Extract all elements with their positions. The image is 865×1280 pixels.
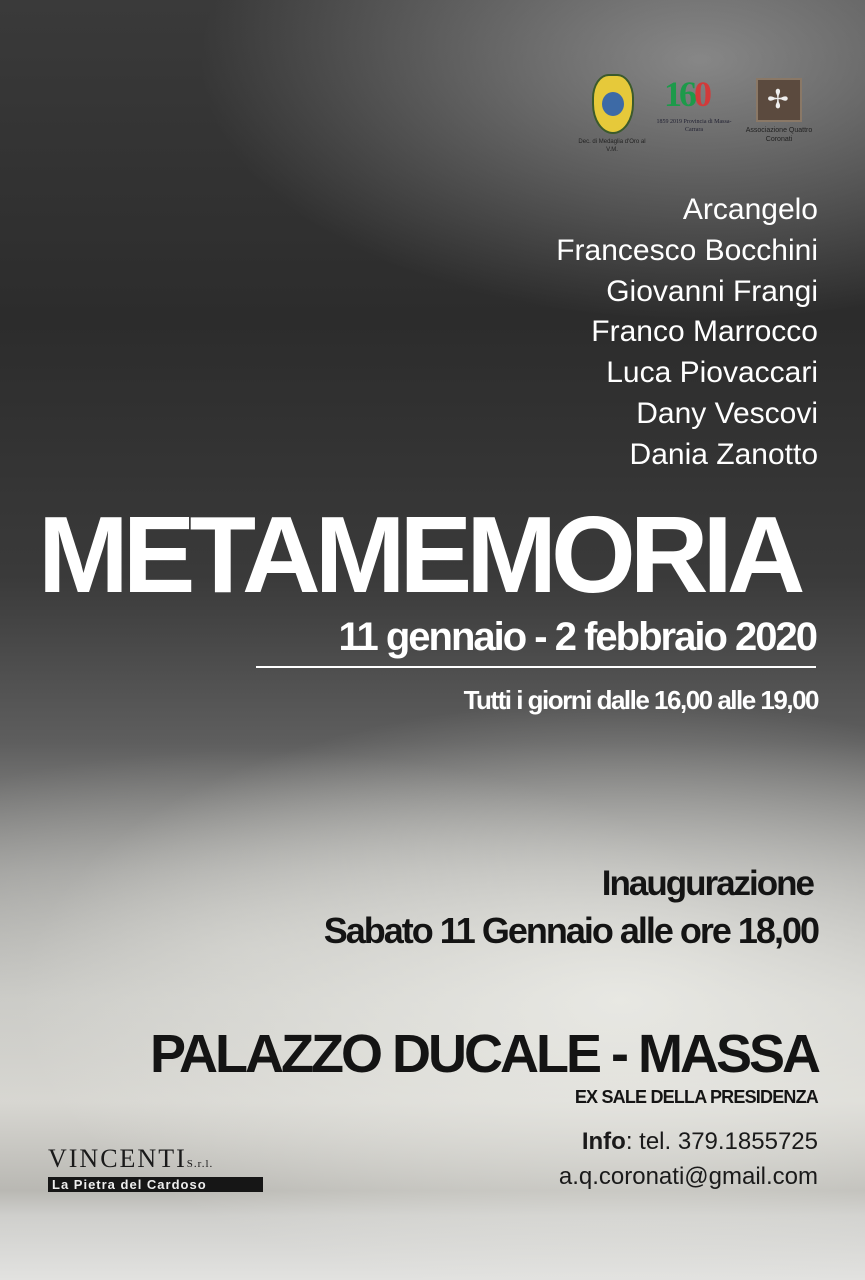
- opening-hours: Tutti i giorni dalle 16,00 alle 19,00: [463, 685, 818, 715]
- exhibition-dates: 11 gennaio - 2 febbraio 2020: [338, 615, 816, 659]
- vincenti-logo: VINCENTIS.r.l. La Pietra del Cardoso: [48, 1146, 263, 1192]
- provincia-text: 1859 2019 Provincia di Massa-Carrara: [656, 119, 732, 133]
- artist-name: Giovanni Frangi: [606, 274, 818, 308]
- artist-name: Arcangelo: [682, 193, 818, 226]
- artist-list: [556, 190, 818, 476]
- contact-phone: Info: tel. 379.1855725: [581, 1128, 818, 1155]
- inauguration-label: Inaugurazione: [601, 864, 813, 903]
- associazione-name: Associazione Quattro Coronati: [745, 127, 813, 143]
- venue-room: EX SALE DELLA PRESIDENZA: [574, 1087, 818, 1107]
- comune-crest-logo: [592, 74, 634, 134]
- inauguration-date: Sabato 11 Gennaio alle ore 18,00: [323, 910, 818, 951]
- divider: [256, 666, 816, 668]
- artist-name: Francesco Bocchini: [556, 233, 818, 267]
- vincenti-tagline: La Pietra del Cardoso: [48, 1177, 263, 1192]
- artist-name: Dany Vescovi: [636, 396, 818, 430]
- sponsor-logos: [578, 74, 820, 170]
- artist-name: Luca Piovaccari: [606, 356, 818, 390]
- venue-name: PALAZZO DUCALE - MASSA: [150, 1024, 818, 1084]
- contact-email: a.q.coronati@gmail.com: [558, 1163, 818, 1190]
- quattro-coronati-logo: [756, 78, 802, 122]
- provincia-160-logo: 160: [664, 74, 709, 114]
- artist-name: Franco Marrocco: [591, 315, 818, 349]
- crest-caption: Dec. di Medaglia d'Oro al V.M.: [578, 139, 646, 153]
- exhibition-title: METAMEMORIA: [38, 494, 800, 616]
- artist-name: Dania Zanotto: [629, 437, 818, 471]
